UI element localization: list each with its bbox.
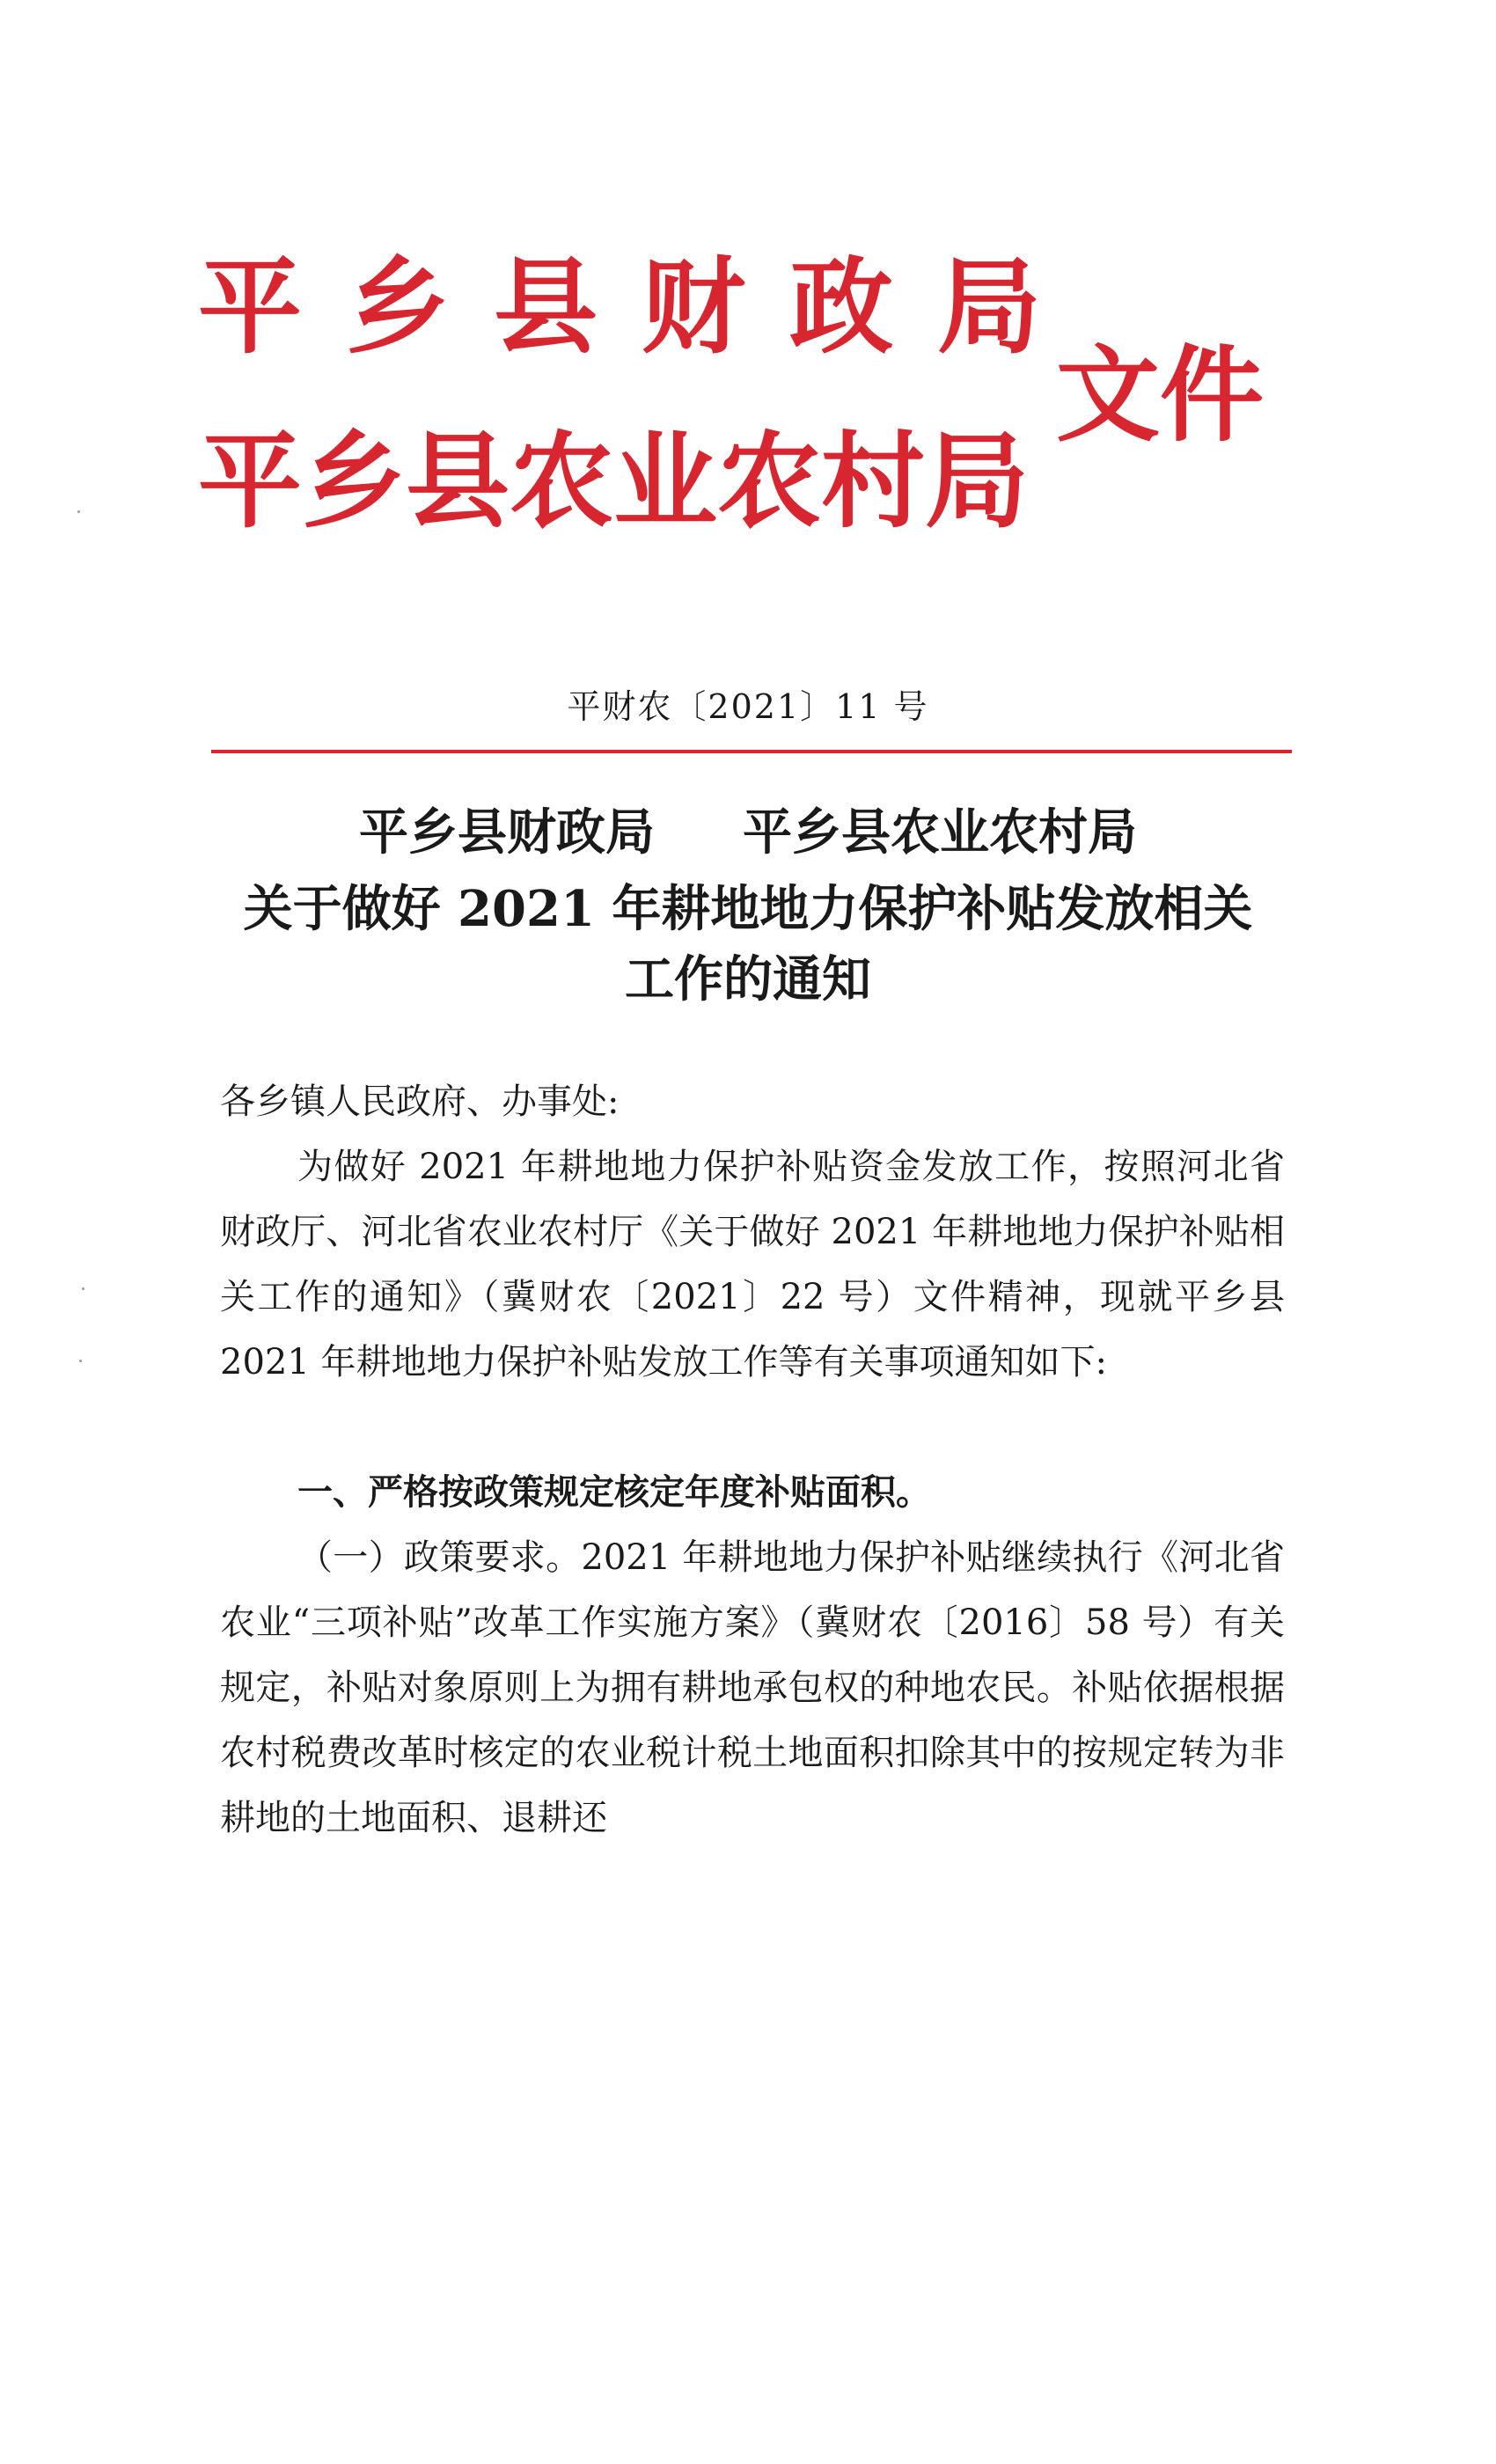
title-issuer-b: 平乡县农业农村局 [743,803,1137,862]
title-subject-line-1: 关于做好 2021 年耕地地力保护补贴发放相关 [243,880,1253,938]
title-issuers [0,803,1496,862]
document-number: 平财农〔2021〕11 号 [567,687,929,726]
scan-speck [79,1360,82,1362]
scan-speck [77,510,80,513]
issuer-name-agriculture-bureau: 平乡县农业农村局 [198,421,1030,542]
red-separator-line [211,750,1292,753]
section-heading-1: 一、严格按政策规定核定年度补贴面积。 [297,1472,931,1513]
issuer-name-finance-bureau: 平乡县财政局 [198,246,1086,368]
paragraph-intro: 为做好 2021 年耕地地力保护补贴资金发放工作，按照河北省财政厅、河北省农业农村厅《关于做好 2021 年耕地地力保护补贴相关工作的通知》（冀财农〔2021〕22 号）文件精神，现就平乡县 2021 年耕地地力保护补贴发放工作等有关事项通知如下: [220,1147,1285,1382]
salutation: 各乡镇人民政府、办事处: [220,1082,620,1122]
scan-speck [82,1287,84,1290]
title-issuer-a: 平乡县财政局 [359,803,655,862]
title-subject-line-2: 工作的通知 [625,950,871,1008]
document-word: 文件 [1056,334,1265,456]
paragraph-policy-requirements: （一）政策要求。2021 年耕地地力保护补贴继续执行《河北省农业“三项补贴”改革工作实施方案》（冀财农〔2016〕58 号）有关规定，补贴对象原则上为拥有耕地承包权的种地农民。补贴依据根据农村税费改革时核定的农业税计税土地面积扣除其中的按规定转为非耕地的土地面积、退耕还 [220,1537,1285,1838]
